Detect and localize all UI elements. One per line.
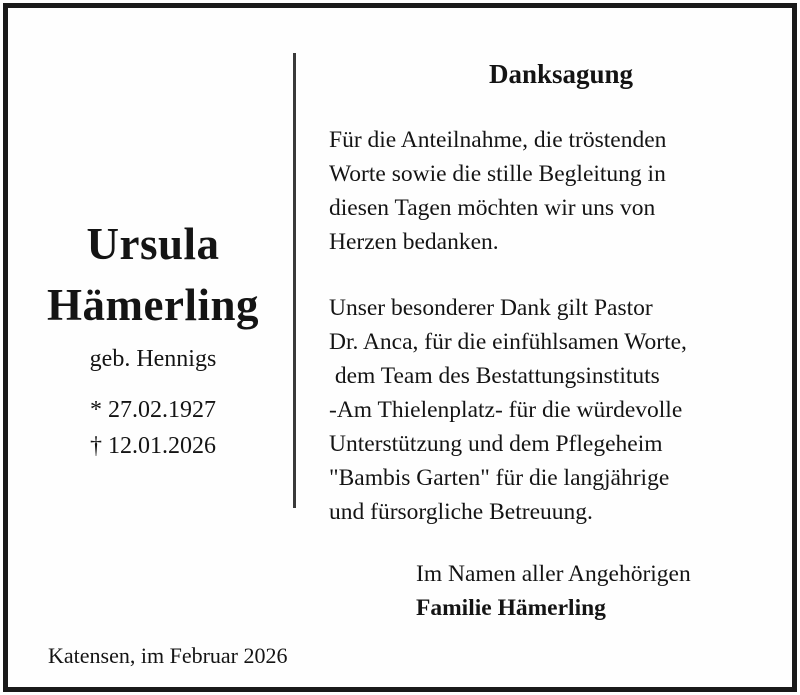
vertical-divider — [293, 53, 296, 508]
thanks-paragraph-1: Für die Anteilnahme, die tröstenden Worte sowie die stille Begleitung in diesen Tagen möchten wir uns von Herzen bedanken. — [329, 127, 667, 255]
maiden-name: geb. Hennigs — [89, 346, 217, 372]
family-signature: Familie Hämerling — [416, 595, 606, 621]
birth-date: * 27.02.1927 — [90, 397, 216, 423]
notice-heading: Danksagung — [488, 59, 634, 89]
death-date: † 12.01.2026 — [90, 433, 216, 459]
place-date: Katensen, im Februar 2026 — [48, 643, 288, 668]
notice-frame — [3, 3, 797, 692]
deceased-last-name: Hämerling — [47, 280, 259, 330]
thanks-paragraph-2: Unser besonderer Dank gilt Pastor Dr. Anca, für die einfühlsamen Worte, dem Team des Bestattungsinstituts -Am Thielenplatz- für die würdevolle Unterstützung und dem Pflegeheim "Bambis Garten" für die langjährige und fürsorgliche Betreuung. — [329, 295, 687, 525]
closing-line: Im Namen aller Angehörigen — [416, 561, 691, 587]
deceased-first-name: Ursula — [86, 219, 220, 269]
